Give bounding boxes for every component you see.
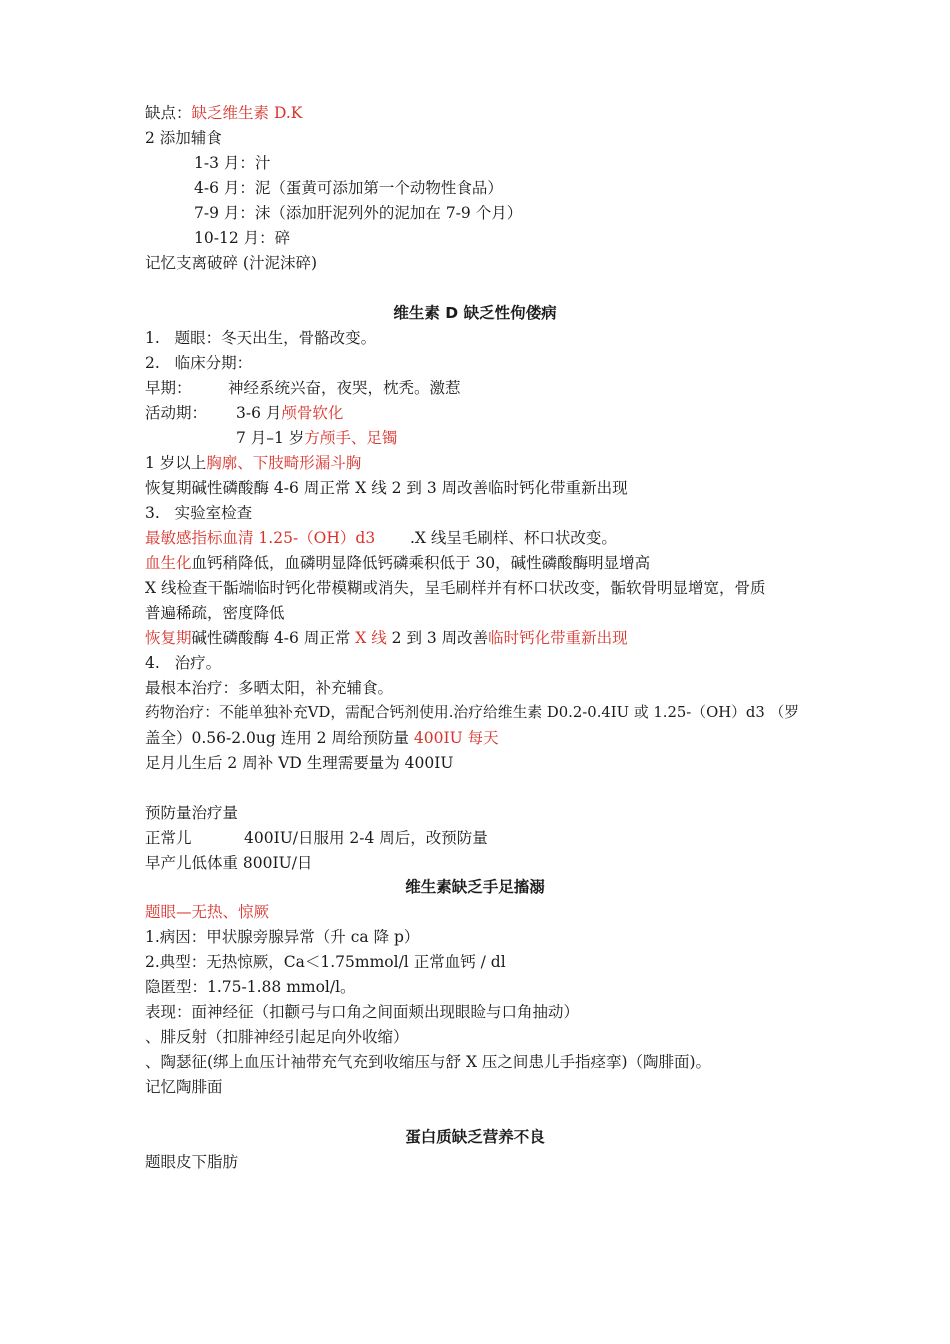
rickets-item-3: 3. 实验室检查 bbox=[145, 504, 253, 522]
recovery-highlight-line bbox=[145, 628, 628, 648]
xray-line-2: 普遍稀疏，密度降低 bbox=[145, 604, 285, 622]
months-7-9: 7-9 月：沫（添加肝泥列外的泥加在 7-9 个月） bbox=[194, 204, 523, 222]
supplement-memory: 记忆支离破碎 (汁泥沫碎) bbox=[145, 254, 318, 272]
recovery-red-1: 恢复期 bbox=[145, 629, 192, 647]
premature-line: 早产儿低体重 800IU/日 bbox=[145, 854, 313, 872]
shortcoming-label: 缺点： bbox=[145, 104, 192, 122]
rickets-title: 维生素 D 缺乏性佝偻病 bbox=[393, 304, 557, 322]
over-one-line bbox=[145, 453, 361, 473]
early-stage-text: 神经系统兴奋，夜哭，枕秃。激惹 bbox=[228, 379, 461, 397]
recovery-red-2: X 线 bbox=[355, 629, 387, 647]
months-4-6: 4-6 月：泥（蛋黄可添加第一个动物性食品） bbox=[194, 179, 503, 197]
recovery-line: 恢复期碱性磷酸酶 4-6 周正常 X 线 2 到 3 周改善临时钙化带重新出现 bbox=[145, 479, 628, 497]
months-10-12: 10-12 月：碎 bbox=[194, 229, 291, 247]
protein-keyword: 题眼皮下脂肪 bbox=[145, 1153, 239, 1171]
early-stage-line bbox=[145, 378, 461, 398]
tetany-typical: 2.典型：无热惊厥，Ca＜1.75mmol/l 正常血钙 / dl bbox=[145, 953, 506, 971]
tetany-memory: 记忆陶腓面 bbox=[145, 1078, 223, 1096]
drug-treatment-plain: 盖全）0.56-2.0ug 连用 2 周给预防量 bbox=[145, 729, 414, 747]
sensitive-indicator-line bbox=[145, 528, 617, 548]
shortcoming-line bbox=[145, 103, 302, 123]
prevention-title: 预防量治疗量 bbox=[145, 804, 239, 822]
biochem-red: 血生化 bbox=[145, 554, 192, 572]
normal-baby-value: 400IU/日服用 2-4 周后，改预防量 bbox=[244, 829, 488, 847]
fundamental-treatment: 最根本治疗：多晒太阳，补充辅食。 bbox=[145, 679, 394, 697]
tetany-sign-face: 表现：面神经征（扣颧弓与口角之间面颊出现眼睑与口角抽动） bbox=[145, 1003, 580, 1021]
drug-treatment-line-1: 药物治疗：不能单独补充VD，需配合钙剂使用.治疗给维生素 D0.2-0.4IU 或 1.25-（OH）d3 （罗 bbox=[145, 704, 800, 721]
active-stage-b-line bbox=[236, 428, 397, 448]
biochem-plain: 血钙稍降低，血磷明显降低钙磷乘积低于 30，碱性磷酸酶明显增高 bbox=[191, 554, 651, 572]
active-stage-a-plain: 3-6 月 bbox=[236, 404, 282, 422]
xray-line-1: X 线检查干骺端临时钙化带模糊或消失，呈毛刷样并有杯口状改变，骺软骨明显增宽，骨质 bbox=[145, 579, 766, 597]
tetany-sign-peroneal: 、腓反射（扣腓神经引起足向外收缩） bbox=[145, 1028, 409, 1046]
recovery-plain-1: 碱性磷酸酶 4-6 周正常 bbox=[191, 629, 356, 647]
tetany-cause: 1.病因：甲状腺旁腺异常（升 ca 降 p） bbox=[145, 928, 420, 946]
rickets-item-1: 1. 题眼：冬天出生，骨骼改变。 bbox=[145, 329, 377, 347]
active-stage-b-red: 方颅手、足镯 bbox=[304, 429, 398, 447]
drug-treatment-line-2 bbox=[145, 728, 499, 748]
tetany-latent: 隐匿型：1.75-1.88 mmol/l。 bbox=[145, 978, 356, 996]
recovery-red-3: 临时钙化带重新出现 bbox=[488, 629, 628, 647]
add-supplement-heading: 2 添加辅食 bbox=[145, 129, 222, 147]
protein-title: 蛋白质缺乏营养不良 bbox=[405, 1128, 545, 1146]
active-stage-b-plain: 7 月–1 岁 bbox=[236, 429, 305, 447]
normal-baby-line bbox=[145, 828, 488, 848]
tetany-sign-trousseau: 、陶瑟征(绑上血压计袖带充气充到收缩压与舒 X 压之间患儿手指痉挛)（陶腓面)。 bbox=[145, 1053, 712, 1071]
active-stage-line bbox=[145, 403, 343, 423]
recovery-plain-2: 2 到 3 周改善 bbox=[386, 629, 489, 647]
active-stage-a-red: 颅骨软化 bbox=[281, 404, 344, 422]
rickets-item-2: 2. 临床分期： bbox=[145, 354, 253, 372]
active-stage-label: 活动期： bbox=[145, 404, 208, 422]
drug-treatment-red: 400IU 每天 bbox=[413, 729, 499, 747]
tetany-title: 维生素缺乏手足搐溺 bbox=[405, 878, 545, 896]
normal-baby-label: 正常儿 bbox=[145, 829, 192, 847]
sensitive-indicator-red: 最敏感指标血清 1.25-（OH）d3 bbox=[145, 529, 376, 547]
biochem-line bbox=[145, 553, 650, 573]
term-baby-line: 足月儿生后 2 周补 VD 生理需要量为 400IU bbox=[145, 754, 454, 772]
tetany-keyword: 题眼—无热、惊厥 bbox=[145, 903, 270, 921]
early-stage-label: 早期： bbox=[145, 379, 192, 397]
over-one-red: 胸廓、下肢畸形漏斗胸 bbox=[206, 454, 362, 472]
months-1-3: 1-3 月：汁 bbox=[194, 154, 271, 172]
sensitive-indicator-plain: .X 线呈毛刷样、杯口状改变。 bbox=[410, 529, 617, 547]
shortcoming-value: 缺乏维生素 D.K bbox=[191, 104, 303, 122]
over-one-plain: 1 岁以上 bbox=[145, 454, 207, 472]
rickets-item-4: 4. 治疗。 bbox=[145, 654, 222, 672]
